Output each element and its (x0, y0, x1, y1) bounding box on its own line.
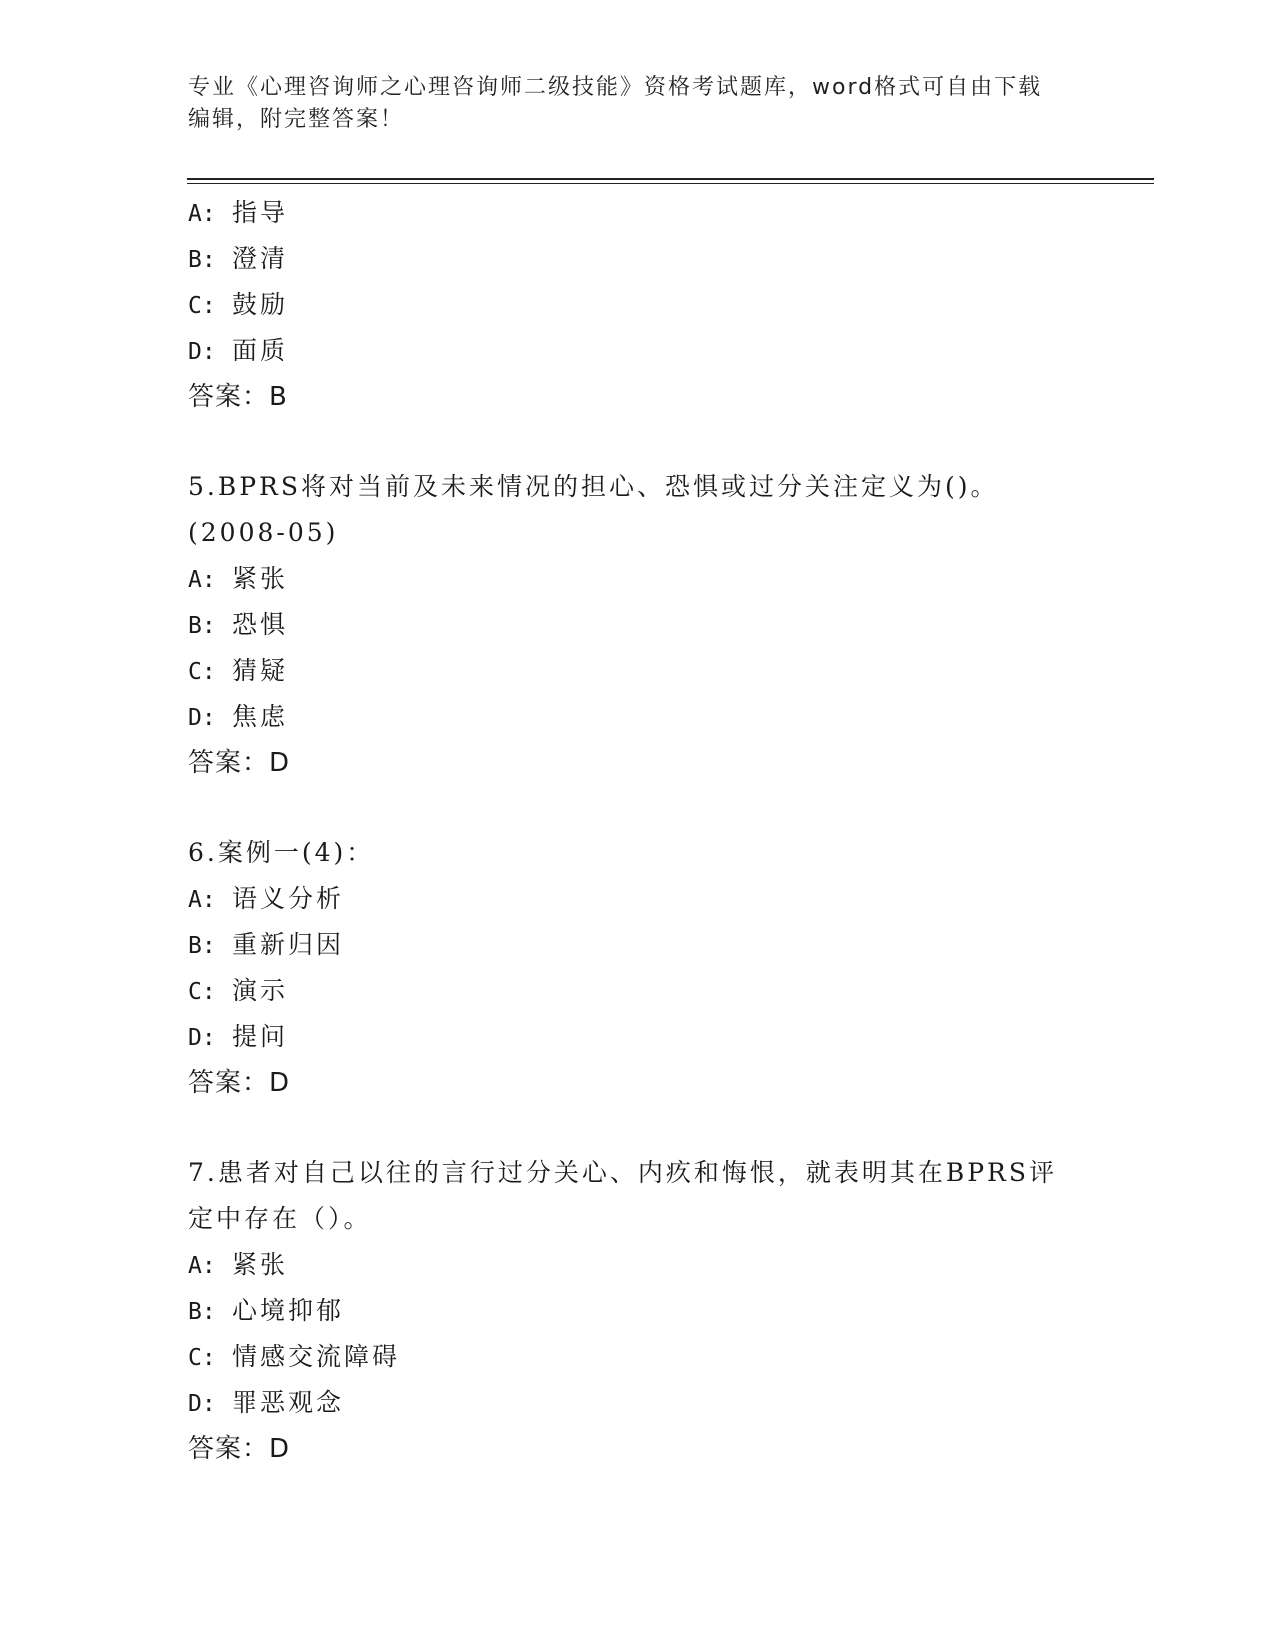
answer-line: 答案：B (188, 382, 288, 412)
option-text: 语义分析 (232, 884, 345, 913)
option-letter: D: (188, 1391, 216, 1417)
option-letter: D: (188, 1025, 216, 1051)
option-c (188, 1334, 1088, 1380)
option-c (188, 648, 1088, 694)
option-d (188, 1380, 1088, 1426)
option-letter: D: (188, 705, 216, 731)
answer-line: 答案：D (188, 748, 291, 778)
option-text: 焦虑 (232, 702, 289, 731)
question-list (188, 190, 1088, 1472)
option-b (188, 1288, 1088, 1334)
option-text: 指导 (232, 198, 289, 227)
option-text: 澄清 (232, 244, 289, 273)
spacer (188, 1106, 1088, 1150)
option-text: 鼓励 (232, 290, 289, 319)
option-b (188, 922, 1088, 968)
option-b (188, 236, 1088, 282)
question-4 (188, 190, 1088, 420)
option-letter: A: (188, 887, 216, 913)
header-divider-thin (187, 183, 1154, 184)
option-letter: D: (188, 339, 216, 365)
option-b (188, 602, 1088, 648)
option-text: 紧张 (232, 564, 289, 593)
document-header (188, 72, 1088, 136)
option-text: 罪恶观念 (232, 1388, 345, 1417)
option-d (188, 694, 1088, 740)
question-text: 7.患者对自己以往的言行过分关心、内疚和悔恨，就表明其在BPRS评 (188, 1158, 1057, 1187)
option-a (188, 556, 1088, 602)
option-c (188, 968, 1088, 1014)
question-6 (188, 830, 1088, 1106)
option-a (188, 190, 1088, 236)
option-letter: A: (188, 201, 216, 227)
option-a (188, 1242, 1088, 1288)
answer-line: 答案：D (188, 1434, 291, 1464)
option-letter: A: (188, 567, 216, 593)
question-text: 5.BPRS将对当前及未来情况的担心、恐惧或过分关注定义为()。 (188, 472, 999, 501)
option-text: 提问 (232, 1022, 289, 1051)
option-letter: C: (188, 293, 216, 319)
question-text-continued: 定中存在（）。 (188, 1204, 372, 1233)
option-d (188, 1014, 1088, 1060)
header-divider (187, 178, 1154, 180)
option-letter: C: (188, 1345, 216, 1371)
option-a (188, 876, 1088, 922)
question-text: 6.案例一(4)： (188, 838, 375, 867)
option-text: 重新归因 (232, 930, 345, 959)
option-letter: B: (188, 1299, 216, 1325)
option-letter: B: (188, 933, 216, 959)
option-text: 情感交流障碍 (232, 1342, 401, 1371)
header-line-2: 编辑，附完整答案！ (188, 107, 405, 132)
header-line-1: 专业《心理咨询师之心理咨询师二级技能》资格考试题库，word格式可自由下载 (188, 75, 1043, 100)
question-5 (188, 464, 1088, 786)
option-letter: C: (188, 979, 216, 1005)
option-letter: B: (188, 613, 216, 639)
spacer (188, 786, 1088, 830)
question-7 (188, 1150, 1088, 1472)
question-text-continued: (2008-05) (188, 518, 339, 547)
option-letter: B: (188, 247, 216, 273)
spacer (188, 420, 1088, 464)
answer-line: 答案：D (188, 1068, 291, 1098)
option-text: 紧张 (232, 1250, 289, 1279)
option-text: 心境抑郁 (232, 1296, 345, 1325)
option-text: 恐惧 (232, 610, 289, 639)
option-letter: A: (188, 1253, 216, 1279)
option-letter: C: (188, 659, 216, 685)
option-c (188, 282, 1088, 328)
option-d (188, 328, 1088, 374)
option-text: 演示 (232, 976, 289, 1005)
option-text: 面质 (232, 336, 289, 365)
option-text: 猜疑 (232, 656, 289, 685)
